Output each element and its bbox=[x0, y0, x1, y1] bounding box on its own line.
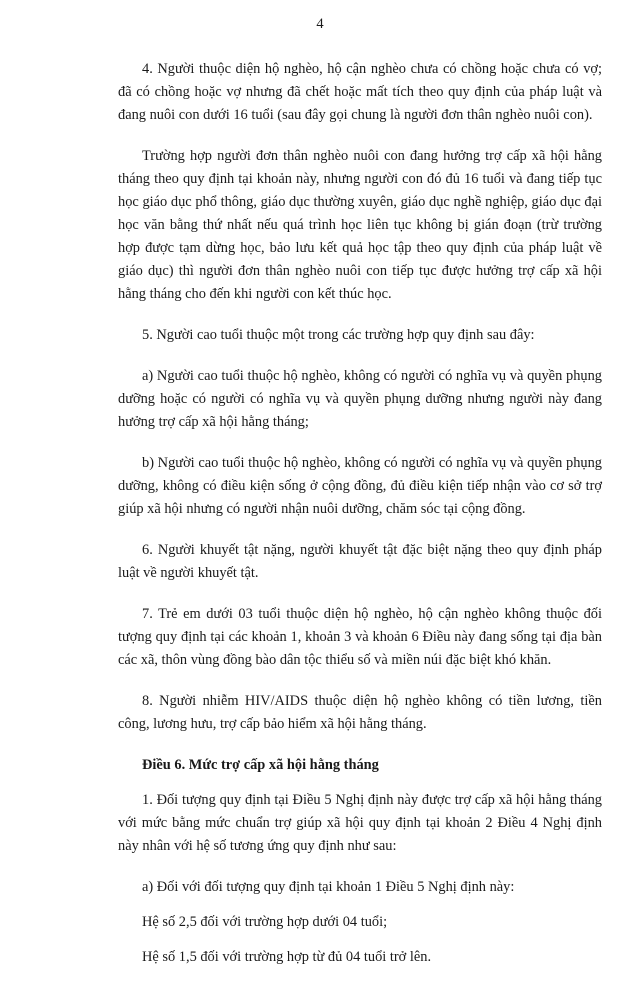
paragraph-clause-4: 4. Người thuộc diện hộ nghèo, hộ cận nghèo chưa có chồng hoặc chưa có vợ; đã có chồng hoặc vợ nhưng đã chết hoặc mất tích theo quy định của pháp luật và đang nuôi con dưới 16 tuổi (sau đây gọi chung là người đơn thân nghèo nuôi con). bbox=[118, 61, 602, 123]
article-6-clause-1a: a) Đối với đối tượng quy định tại khoản 1 Điều 5 Nghị định này: bbox=[142, 879, 515, 895]
paragraph-clause-5a: a) Người cao tuổi thuộc hộ nghèo, không có người có nghĩa vụ và quyền phụng dưỡng hoặc có người có nghĩa vụ và quyền phụng dưỡng nhưng người này đang hưởng trợ cấp xã hội hằng tháng; bbox=[118, 368, 602, 430]
coefficient-line-4-and-over: Hệ số 1,5 đối với trường hợp từ đủ 04 tuổi trở lên. bbox=[142, 949, 432, 965]
paragraph-clause-7: 7. Trẻ em dưới 03 tuổi thuộc diện hộ nghèo, hộ cận nghèo không thuộc đối tượng quy định tại các khoản 1, khoản 3 và khoản 6 Điều này đang sống tại địa bàn các xã, thôn vùng đồng bào dân tộc thiểu số và miền núi đặc biệt khó khăn. bbox=[118, 606, 602, 668]
paragraph-clause-6: 6. Người khuyết tật nặng, người khuyết tật đặc biệt nặng theo quy định pháp luật về người khuyết tật. bbox=[118, 542, 602, 581]
page-number: 4 bbox=[316, 16, 324, 32]
article-6-clause-1: 1. Đối tượng quy định tại Điều 5 Nghị định này được trợ cấp xã hội hằng tháng với mức bằng mức chuẩn trợ giúp xã hội quy định tại khoản 2 Điều 4 Nghị định này nhân với hệ số tương ứng quy định như sau: bbox=[118, 792, 602, 854]
paragraph-clause-5: 5. Người cao tuổi thuộc một trong các trường hợp quy định sau đây: bbox=[142, 327, 535, 343]
document-body bbox=[118, 58, 602, 981]
paragraph-clause-8: 8. Người nhiễm HIV/AIDS thuộc diện hộ nghèo không có tiền lương, tiền công, lương hưu, trợ cấp bảo hiểm xã hội hằng tháng. bbox=[118, 693, 602, 732]
paragraph-clause-5b: b) Người cao tuổi thuộc hộ nghèo, không có người có nghĩa vụ và quyền phụng dưỡng, không có điều kiện sống ở cộng đồng, đủ điều kiện tiếp nhận vào cơ sở trợ giúp xã hội nhưng có người nhận nuôi dưỡng, chăm sóc tại cộng đồng. bbox=[118, 455, 602, 517]
article-6-heading: Điều 6. Mức trợ cấp xã hội hằng tháng bbox=[142, 757, 379, 773]
coefficient-line-under-4: Hệ số 2,5 đối với trường hợp dưới 04 tuổi; bbox=[142, 914, 388, 930]
paragraph-clause-4-continuation: Trường hợp người đơn thân nghèo nuôi con đang hưởng trợ cấp xã hội hằng tháng theo quy định tại khoản này, nhưng người con đó đủ 16 tuổi và đang tiếp tục học giáo dục phổ thông, giáo dục thường xuyên, giáo dục nghề nghiệp, giáo dục đại học văn bằng thứ nhất nếu quá trình học liên tục không bị gián đoạn (trừ trường hợp được tạm dừng học, bảo lưu kết quả học tập theo quy định của pháp luật về giáo dục) thì người đơn thân nghèo nuôi con tiếp tục được hưởng trợ cấp xã hội hằng tháng cho đến khi người con kết thúc học. bbox=[118, 148, 602, 302]
